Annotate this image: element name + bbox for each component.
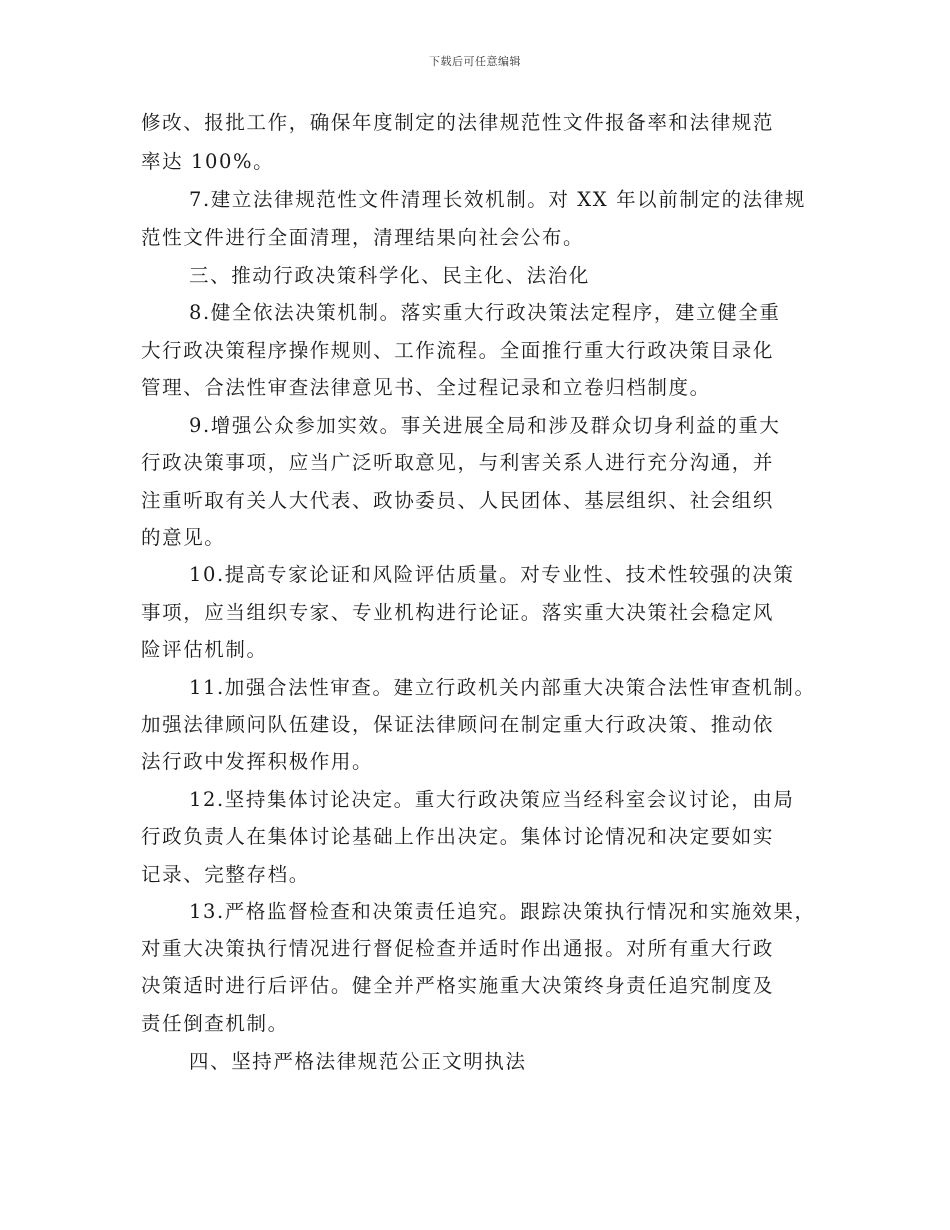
text-line: 10.提高专家论证和风险评估质量。对专业性、技术性较强的决策: [189, 563, 795, 586]
page-header: 下载后可任意编辑: [429, 55, 521, 68]
text-line: 范性文件进行全面清理，清理结果向社会公布。: [141, 226, 585, 249]
text-line: 8.健全依法决策机制。落实重大行政决策法定程序，建立健全重: [189, 301, 781, 324]
section-heading: 三、推动行政决策科学化、民主化、法治化: [189, 264, 590, 287]
text-line: 13.严格监督检查和决策责任追究。跟踪决策执行情况和实施效果，: [189, 900, 816, 923]
text-line: 对重大决策执行情况进行督促检查并适时作出通报。对所有重大行政: [141, 937, 775, 960]
text-line: 行政负责人在集体讨论基础上作出决定。集体讨论情况和决定要如实: [141, 825, 775, 848]
text-line: 事项，应当组织专家、专业机构进行论证。落实重大决策社会稳定风: [141, 601, 775, 624]
text-line: 9.增强公众参加实效。事关进展全局和涉及群众切身利益的重大: [189, 414, 781, 437]
section-heading: 四、坚持严格法律规范公正文明执法: [189, 1050, 527, 1073]
text-line: 12.坚持集体讨论决定。重大行政决策应当经科室会议讨论，由局: [189, 788, 795, 811]
text-line: 11.加强合法性审查。建立行政机关内部重大决策合法性审查机制。: [189, 676, 816, 699]
text-line: 的意见。: [141, 526, 226, 549]
text-line: 注重听取有关人大代表、政协委员、人民团体、基层组织、社会组织: [141, 489, 775, 512]
text-line: 行政决策事项，应当广泛听取意见，与利害关系人进行充分沟通，并: [141, 451, 775, 474]
text-line: 管理、合法性审查法律意见书、全过程记录和立卷归档制度。: [141, 376, 711, 399]
text-line: 险评估机制。: [141, 638, 268, 661]
text-line: 大行政决策程序操作规则、工作流程。全面推行重大行政决策目录化: [141, 339, 775, 362]
text-line: 加强法律顾问队伍建设，保证法律顾问在制定重大行政决策、推动依: [141, 713, 775, 736]
text-line: 修改、报批工作，确保年度制定的法律规范性文件报备率和法律规范: [141, 111, 775, 134]
text-line: 决策适时进行后评估。健全并严格实施重大决策终身责任追究制度及: [141, 974, 775, 997]
text-line: 责任倒查机制。: [141, 1012, 289, 1035]
text-line: 率达 100%。: [141, 150, 275, 173]
text-line: 7.建立法律规范性文件清理长效机制。对 XX 年以前制定的法律规: [189, 188, 806, 211]
text-line: 法行政中发挥积极作用。: [141, 750, 374, 773]
text-line: 记录、完整存档。: [141, 863, 310, 886]
